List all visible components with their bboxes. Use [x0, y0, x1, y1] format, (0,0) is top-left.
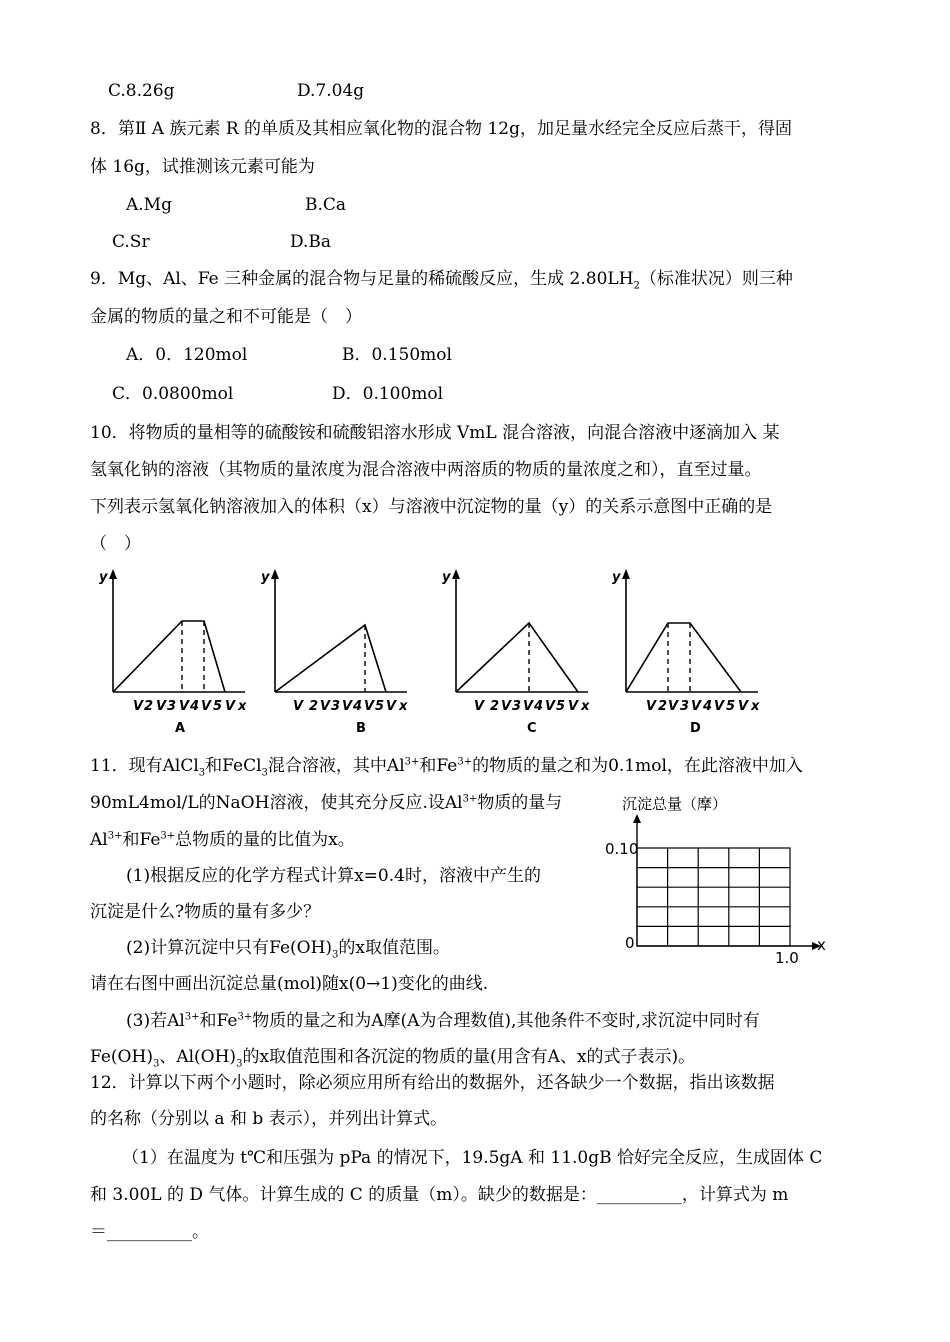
q11-stem-line1: 11．现有AlCl$_3$和FeCl$_3$混合溶液，其中$Al^{3+}$和$Fe^{3+}$的物质的量之和为0.1mol，在此溶液中加入	[90, 756, 803, 779]
grid-title: 沉淀总量（摩）	[622, 795, 728, 813]
tick-v3: V	[342, 699, 353, 714]
q10-graph-c	[438, 565, 608, 741]
tick-v4: V	[201, 699, 212, 714]
q9-stem-line2: 金属的物质的量之和不可能是（ ）	[90, 307, 362, 327]
tick-v5: V	[225, 699, 236, 714]
y-zero-label: 0	[625, 934, 635, 952]
tick-v5: V	[738, 699, 749, 714]
tick-2: 2	[490, 699, 500, 714]
q10-stem-line4: （ ）	[90, 534, 141, 554]
tick-v1: V	[133, 699, 144, 714]
axis-x-label: x	[581, 699, 590, 714]
tick-5: 5	[726, 699, 736, 714]
q10-graph-b	[257, 565, 427, 741]
q8-stem-line2: 体 16g，试推测该元素可能为	[90, 157, 315, 177]
axis-y-label: y	[261, 570, 270, 585]
tick-v1: V	[646, 699, 657, 714]
q11-instruction: 请在右图中画出沉淀总量(mol)随x(0→1)变化的曲线.	[90, 974, 489, 994]
tick-3: 3	[167, 699, 177, 714]
tick-4: 4	[703, 699, 713, 714]
axis-y-label: y	[99, 570, 108, 585]
tick-v3: V	[179, 699, 190, 714]
q12-part1-line2: 和 3.00L 的 D 气体。计算生成的 C 的质量（m）。缺少的数据是：__________，计算式为 m	[90, 1185, 789, 1205]
tick-v1: V	[474, 699, 485, 714]
q11-part1-line1: (1)根据反应的化学方程式计算x=0.4时，溶液中产生的	[126, 866, 541, 886]
q10-graph-d	[608, 565, 778, 741]
tick-3: 3	[680, 699, 690, 714]
q11-part3-line1: (3)若$Al^{3+}$和$Fe^{3+}$物质的量之和为A摩(A为合理数值),其他条件不变时,求沉淀中同时有	[126, 1011, 760, 1031]
q9-option-d: D．0.100mol	[332, 384, 444, 404]
q9-option-c: C．0.0800mol	[112, 384, 234, 404]
tick-5: 5	[556, 699, 566, 714]
tick-2: 2	[144, 699, 154, 714]
q10-stem-line3: 下列表示氢氧化钠溶液加入的体积（x）与溶液中沉淀物的量（y）的关系示意图中正确的是	[90, 497, 773, 517]
q11-part3-line2: $Fe(OH)_3$、$Al(OH)_3$的x取值范围和各沉淀的物质的量(用含有A、x的式子表示)。	[90, 1047, 696, 1070]
tick-5: 5	[213, 699, 223, 714]
x-axis-label: x	[817, 936, 826, 954]
tick-v3: V	[523, 699, 534, 714]
q12-stem-line1: 12．计算以下两个小题时，除必须应用所有给出的数据外，还各缺少一个数据，指出该数据	[90, 1073, 775, 1093]
q9-option-a: A．0．120mol	[126, 345, 248, 365]
q11-grid-figure	[605, 790, 835, 974]
q8-option-a: A.Mg	[126, 195, 172, 215]
axis-y-label: y	[442, 570, 451, 585]
tick-v4: V	[364, 699, 375, 714]
tick-2: 2	[309, 699, 319, 714]
tick-5: 5	[375, 699, 385, 714]
q12-stem-line2: 的名称（分别以 a 和 b 表示），并列出计算式。	[90, 1109, 448, 1129]
q10-graph-a	[95, 565, 265, 741]
q8-option-b: B.Ca	[305, 195, 347, 215]
q12-part1-line1: （1）在温度为 t℃和压强为 pPa 的情况下，19.5gA 和 11.0gB 恰好完全反应，生成固体 C	[122, 1148, 823, 1168]
tick-v4: V	[545, 699, 556, 714]
q11-part2: (2)计算沉淀中只有$Fe(OH)_3$的x取值范围。	[126, 938, 451, 961]
tick-v5: V	[386, 699, 397, 714]
tick-v2: V	[320, 699, 331, 714]
q11-part1-line2: 沉淀是什么?物质的量有多少？	[90, 902, 321, 922]
tick-v1: V	[293, 699, 304, 714]
tick-4: 4	[353, 699, 363, 714]
tick-3: 3	[512, 699, 522, 714]
axis-x-label: x	[751, 699, 760, 714]
tick-2: 2	[658, 699, 668, 714]
q9-stem-line1: 9．Mg、Al、Fe 三种金属的混合物与足量的稀硫酸反应，生成 $2.80LH_2$（标准状况）则三种	[90, 269, 793, 292]
q10-stem-line2: 氢氧化钠的溶液（其物质的量浓度为混合溶液中两溶质的物质的量浓度之和），直至过量。	[90, 460, 762, 480]
q8-option-d: D.Ba	[290, 232, 332, 252]
tick-v3: V	[691, 699, 702, 714]
y-top-label: 0.10	[605, 840, 639, 858]
axis-x-label: x	[238, 699, 247, 714]
q10-stem-line1: 10．将物质的量相等的硫酸铵和硫酸铝溶水形成 VmL 混合溶液，向混合溶液中逐滴加入 某	[90, 423, 780, 443]
q7-option-c: C.8.26g	[108, 81, 175, 101]
q11-stem-line3: $Al^{3+}$和$Fe^{3+}$总物质的量的比值为x。	[90, 830, 355, 850]
tick-v2: V	[501, 699, 512, 714]
tick-v4: V	[714, 699, 725, 714]
graph-label: B	[356, 721, 366, 736]
tick-v5: V	[568, 699, 579, 714]
q8-option-c: C.Sr	[112, 232, 150, 252]
q7-option-d: D.7.04g	[297, 81, 365, 101]
tick-4: 4	[534, 699, 544, 714]
axis-x-label: x	[399, 699, 408, 714]
q12-part1-line3: ＝__________。	[90, 1222, 209, 1242]
graph-label: C	[527, 721, 537, 736]
tick-4: 4	[190, 699, 200, 714]
graph-label: A	[175, 721, 186, 736]
q11-stem-line2: 90mL4mol/L的NaOH溶液，使其充分反应.设$Al^{3+}$物质的量与	[90, 793, 563, 813]
tick-3: 3	[331, 699, 341, 714]
x-end-label: 1.0	[775, 949, 799, 967]
graph-label: D	[690, 721, 701, 736]
axis-y-label: y	[612, 570, 621, 585]
tick-v2: V	[156, 699, 167, 714]
q9-option-b: B．0.150mol	[342, 345, 452, 365]
q8-stem-line1: 8．第Ⅱ A 族元素 R 的单质及其相应氧化物的混合物 12g，加足量水经完全反应后蒸干，得固	[90, 119, 792, 139]
tick-v2: V	[668, 699, 679, 714]
